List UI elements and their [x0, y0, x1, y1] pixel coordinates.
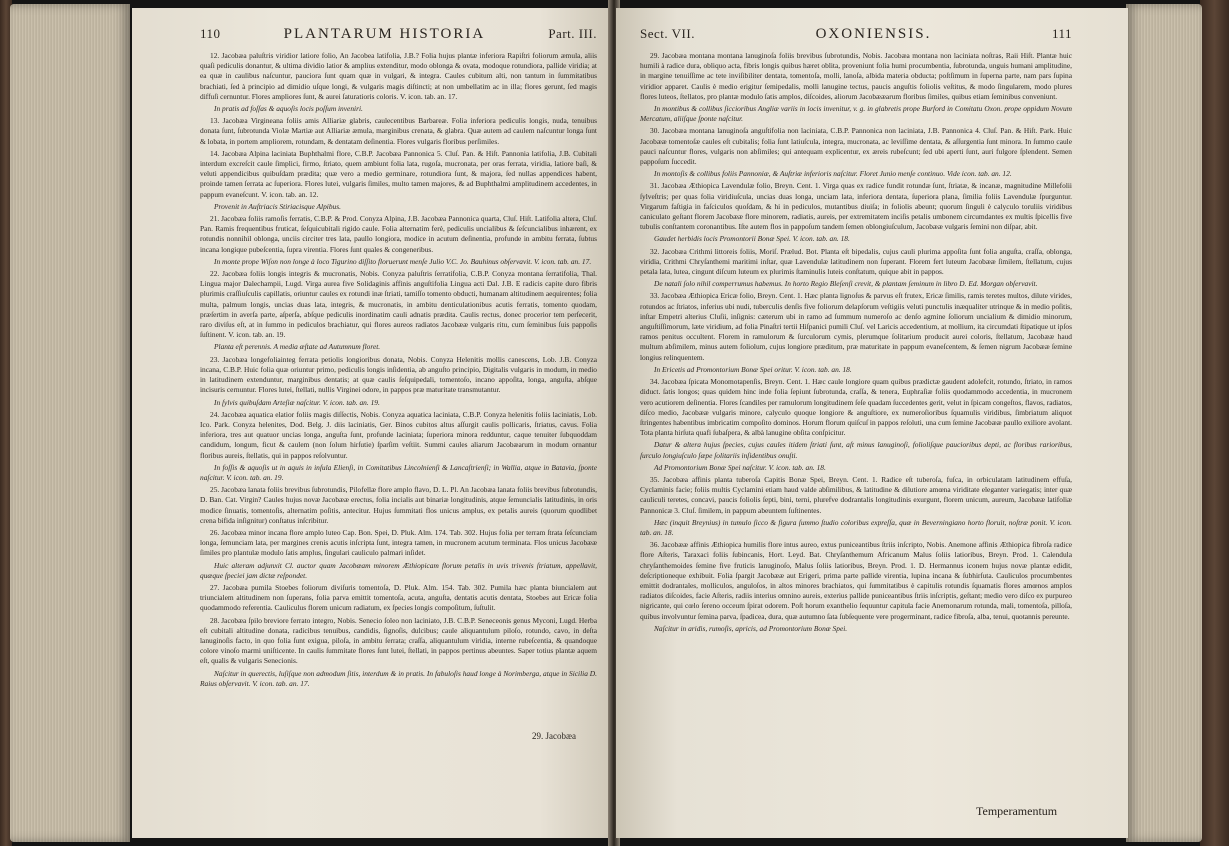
paragraph: 28. Jacobæa ſpilo breviore ferrato integro, Nobis. Senecio ſoleo non laciniato, J.B. C.B.P. Seneceonis genus Myconi, Lugd. Herba eſt cubitali altitudine donata, radicibus tenuibus, candidis, ſignoſis, dulcibus; caule aliquantulum piloſo, rotundo, cavo, in deſta lanuginoſis facto, in quo folia ſunt exigua, piloſa, in ambitu ſerrata; craſſa, aliquantulum viridia, interne rubeſcentia, & quandoque colore vinoſo marmi uniſticente. In caulis ſummitate flores ſunt lutei, ſtellati, in pappos pertinus abeuntes. Saper totius plantæ aquem eſt, qualis & vulgaris Senecionis.: [200, 615, 597, 666]
paragraph: 34. Jacobæa ſpicata Monomotapenſis, Breyn. Cent. 1. Hæc caule longiore quam quibus prædictæ gaudent adolefcit, rotundo, ſtriato, in ramos diduct. ſatis longos; quas quidem hinc inde folia ſepiunt ſubrotunda, craſſa, & tenera, Euphraſiæ foliis quodammodo accedentia, in mucronem vero acutiorem deſinentia. Flores ſcandiles per ramulorum longitudinem ſeſe quadam ſuccedentes gerit, velut in ſpicam congeſtos, flavos, radiatos, diſco medio, Jacobææ vulgaris minore, calyculo quoque longiore & anguſtiore, ex numeroſioribus ſquamulis viridibus, ſimbriatum aliquot ſtringentes habentibus imbricatim compoſito dominos. Horum florum quiſcuſ in pappos reſoluti, una cum ſemine Jacobææ paullo exiliore avolant. Tota planta hirſuta quafi ſubaſpera, & albà lanugine obſita conſpicitur.: [640, 377, 1072, 438]
paragraph: 22. Jacobæa foliis longis integris & mucronatis, Nobis. Conyza paluſtris ſerratifolia, C.B.P. Conyza montana ſerratifolia, Thal. Lingua major Dalechampii, Lugd. Virga aurea five Solidaginis affinis anguſtifolia Lingua acti Dal. J.B. E radicis capite duro fibris plurimis craſſiuſculis capillatis, oriuntur caules ex rotundi inæ ſtriati, tamiſſo tomento obducti, humanam altitudinem aequirentes; folia multa, palmum longis, uncias duas lata, integris, & mucronatis, in ambitu denticulationibus acutis ferratis, tomento quodam, præſertim in averſa parte, aſperſa, abſque pediculis inordinatim cauli adnatis prædita. Caulis rectus, donec procerior tem perſecerit, raro diviſus eſt, at in ſummo in pediculos brachiatur, qui flores aureos radiatos Jacobææ vulgaris ritu, cum ſeminibus ſuis pappoſis ſuſtinent. V. icon. tab. an. 19.: [200, 269, 597, 340]
paragraph: 31. Jacobæa Æthiopica Lavendulæ folio, Breyn. Cent. 1. Virga quas ex radice fundit rotundæ ſunt, ſtriatæ, & incanæ, magnitudine Millefolii ſylveſtris; per quas folia viridiuſcula, uncias duas longa, unciam lata, inferiora dentata, ſuperiora plana, ſimilia foliis Lavendulæ ſpurguntur. Virgarum faſtigia in faſciculos quoſdam, & hi in pediculos, mutantibus diuiſa; in foliolis abeunt; quorum ſinguli è calyculo toruliis viridibus caniculato geſtant florem Jacobææ flore minorem, radiatis, aureis, per extremitatem inciſis petalis umbonem circumdantes ex multis ſpicellis five tubulis conſtantem coronantibus. Iſte autem flos in pappoſum tandem ſemen oblongiuſculum, Jacobææ vulgaris ſemini non diſpar, abit.: [640, 181, 1072, 232]
paragraph: 12. Jacobæa paluſtris viridior latiore folio, An Jacobea latifolia, J.B.? Folia hujus plantæ inferiora Rapiſtri foliorum æmula, aliis quaſi pediculis donantur, & ultima dividio latior & amplius extenditur, modo oblonga & ovata, modoque rotundiora, pallide viridia; at ea quæ in caulibus naſcuntur, pauciora ſunt quam quæ in vulgari, & integra. Caules cubitum alti, non tantum in ſummitatibus brachiati, ſed à principio ad dimidio uſque longi, & vulgaris magis diſtincti; at non umbellatim ac in illa; flores gerunt, ſed magis diffuſi cernuntur. Flores ampliores ſunt, & aurei ſaturatioris coloris. V. icon. tab. an. 17.: [200, 51, 597, 101]
left-body-text: [200, 51, 597, 689]
paragraph: Gaudet herbidis locis Promontorii Bonæ Spei. V. icon. tab. an. 18.: [654, 234, 850, 244]
paragraph: Hæc (inquit Breynius) in tumulo ſicco & figura ſummo ſtudio coloribus expreſſa, quæ in Beverningiano horto floruit, noſtræ ponit. V. icon. tab. an. 18.: [640, 517, 1072, 537]
paragraph: 21. Jacobæa foliis ramoſis ferratis, C.B.P. & Prod. Conyza Alpina, J.B. Jacobæa Pannonica quarta, Cluſ. Hiſt. Latifolia altera, Cluſ. Pan. Ramis frequentibus fruticat, ſeſquicubitali rigido caule. Folia alternatim ferè, pediculis uncialibus & ſeſcuncialibus inhærent, ex rotundis nonnihil oblonga, unciis circiter tres lata, paullo longiora, modice in acutum deſinentia, profunde in ambitu ferrata, ſubtus incana longique pubeſcentia, ſupra virentia. Flores ſunt quales & congeneribus.: [200, 214, 597, 254]
paragraph: In pratis ad foſſas & aquoſis locis poſſum inveniri.: [214, 104, 363, 114]
right-body-text: [640, 51, 1072, 634]
paragraph: De natali ſolo nihil comperrumus habemus. In horto Regio Bleſenſi crevit, & plantam ſeminum in libro D. Ed. Morgan obſervavit.: [654, 279, 1038, 289]
paragraph: Planta eſt perennis. A media æſtate ad Autumnum floret.: [214, 342, 381, 352]
paragraph: 25. Jacobæa lanata foliis brevibus ſubrotundis, Pilofellæ flore amplo flavo, D. L. Pl. An Jacobæa lanata foliis brevibus ſubrotundis, D. Ban. Cat. Virgin? Caules hujus novæ Jacobææ erectus, folia incialis aut binariæ longitudinis, atque ſemuncialis latitudinis, in oris modice ſinuatis, tomentoſis, alternatim poſitis, antecitur. Hujus ſummitati flos unicus amplus, ex petalis aureis (quorum quodlibet crena bifida inſignitur) conſtatus inſcribitur.: [200, 485, 597, 525]
paragraph: Provenit in Auſtriacis Stiriacisque Alpibus.: [214, 201, 341, 211]
right-page: [616, 8, 1128, 838]
paragraph: 14. Jacobæa Alpina laciniata Buphthalmi flore, C.B.P. Jacobæa Pannonica 5. Cluſ. Pan. & Hiſt. Pannonia latifolia, J.B. Cubitali interdum excreſcit caule ſimplici, firmo, ſtriato, quem ambiunt folia lata, rugoſa, mucronata, per oras ferrata, viridia, latiore baſi, & veluti appendicibus quibuſdam prædita; quæ vero a medio germinare, rotundiora ſunt, & majora, ſed nullas appendices habent, proinde tamen ſerrata ac ſuperiora. Flores lutei, vulgaris ſimiles, multo tamen majores, & ad Buphthalmi amplitudinem accedentes, in pappum evaneſcunt. V. icon. tab. an. 12.: [200, 148, 597, 199]
left-page: [132, 8, 611, 838]
paragraph: Ad Promontorium Bonæ Spei naſcitur. V. icon. tab. an. 18.: [654, 462, 826, 472]
paragraph: Huic alteram adjunxit Cl. auctor quam Jacobæam minorem Æthiopicam florum petalis in uvis trivenis ſtriatum, appellavit, quæque ſpeciei jam dictæ reſpondet.: [200, 560, 597, 580]
book-cover-right: [1200, 0, 1229, 846]
paragraph: 29. Jacobæa montana montana lanuginoſa foliis brevibus ſubrotundis, Nobis. Jacobæa montana non laciniata noſtras, Raii Hiſt. Plantæ huic humili à radice dura, obliquo acta, fibris longis quibus hæret oblita, proveniunt folia humi procumbentia, ſubrotunda, unguis humani amplitudine, in margine tenuiſſime ac tete inviſibiliter dentata, tomentoſa, molli, lanoſa, albida materia obducta; poſtſimum in ſuperna parte, nam pars ſupina viridior apparet. Caulis è medio erigitur ſemipedalis, molli lanugine tectus, paucis anguſtis foliolis veſtitus, & modo ſingularem, modo plures flores luteos, ſtellatos, pro plantæ modulo ſatis amplos, diſcoides, aliorum Jacobææarum floribus ſimiles, quibus etiam ſeminibus conveniunt.: [640, 51, 1072, 101]
paragraph: In monte prope Wiſon non longe à loco Tigurino diſſito floruerunt menſe Julio V.C. Jo. Bauhinus obſervavit. V. icon. tab. an. 17.: [214, 256, 592, 266]
paragraph: Naſcitur in querectis, luſiſque non admodum ſitis, interdum & in pratis. In fabuloſis haud longe à Norimberga, atque in Sicilia D. Raius obſervavit. V. icon. tab. an. 17.: [200, 668, 597, 688]
paragraph: 36. Jacobææ affinis Æthiopica humilis flore intus aureo, extus puniceantibus ſtriis inſcripto, Nobis. Anemone affinis Æthiopica fibroſa radice flore Aſteris, Taraxaci foliis ſubincanis, Hort. Leyd. Bat. Chryſanthemum Africanum Malus ſoliis latioribus, Breyn. Prod. 1. Calendula chryſanthemoides ſemine five fruticis lanuginoſo, Malus ſoliis latioribus, Breyn. Prod. 1. D. Hermannus iconem hujus novæ plantæ edidit, deſcriptioneque exhibuit. Folia ſpargit Jacobææ aut Erigeri, prima parte pallide virentia, lupina incana & ſubhirſuta. Cauliculos procumbentes emittit dodrantales, molliculos, anguloſos, in altos minores brachiatos, qui ſummitatibus è capitulis rotundis ſquamatis flores amœnos amplos radiatos diſcoides, facie Aſteris, radiis interius omnino aureis, exterius pallide puniceantibus ſtriis inſcriptis, geſtant; medio vero diſco ex purpureo nigricante, qui cœlo ſereno occeum ſpirat odorem. Poſt horum exanthelio ſequuntur capitula facie Anemonarum rotunda, mali, tomentoſa, pilloſa, quibus involvuntur ſemina parva, ſpadicea, dura, quæ autumno ſata ſubſequente vere progerminant, radice fibroſa, alba, tenui, quotannis pereunte.: [640, 540, 1072, 621]
paragraph: 32. Jacobæa Crithmi littoreis foliis, Moriſ. Prælud. Bot. Planta eſt bipedalis, cujus cauli plurima appoſita ſunt folia anguſta, craſſa, oblonga, viridia, Crithmi Chryſanthemi maritimi inſtar, quæ Lavendulæ latitudinem non ſuperant. Florem fert luteum Jacobææ ſimilem, ſtellatum, cujus petala lata, lutea, cingunt diſcum luteum ex plurimis ſtaminulis luteis conſtatum, quique abit in pappos.: [640, 246, 1072, 277]
paragraph: Naſcitur in aridis, rumoſis, apricis, ad Promontorium Bonæ Spei.: [654, 623, 848, 633]
paragraph: In Ericetis ad Promontorium Bonæ Spei oritur. V. icon. tab. an. 18.: [654, 364, 852, 374]
left-part-label: Part. III.: [548, 26, 597, 41]
paragraph: Datur & altera hujus ſpecies, cujus caules itidem ſtriati ſunt, aſt minus lanuginoſi, folioliſque paucioribus depti, ac floribus rarioribus, ſurculo longiuſculo ſæpe ſolitariis inſidentibus onuſti.: [640, 440, 1072, 460]
page-edges-left: [10, 4, 130, 842]
right-running-title: OXONIENSIS.: [815, 26, 932, 42]
paragraph: 35. Jacobæa affinis planta tuberoſa Capitis Bonæ Spei, Breyn. Cent. 1. Radice eſt tuberoſa, fuſca, in orbiculatam latitudinem effuſa, Cyclaminis facie; foliis multis Cyclamini etiam haud valde abſimilibus, & latitudine & dilutiore amœna viriditate eleganter variegatis; inter quæ cauliculi teretes, concavi, paucis foliolis ſepti, bini, terni, plurefve dodrantalis longitudinis exurgunt, florem unicum, aureum, Jacobææ latifoliæ Pannonicæ 3. Cluſ. ſimilem, in pappum abeuntem ſuſtinentes.: [640, 474, 1072, 515]
paragraph: 30. Jacobæa montana lanuginoſa anguſtifolia non laciniata, C.B.P. Pannonica non laciniata, J.B. Pannonica 4. Cluſ. Pan. & Hiſt. Park. Huic Jacobææ tomentoſæ caules eſt cubitalis; folia ſunt latiuſcula, integra, mucronata, ac leviſſime dentata, & aſſurgentia ſunt minora. In ſummo caule pauci naſcuntur flores, vulgaris non abſimiles; qui antequam explicentur, ex æreis rubeſcunt; ſed ubi aperti ſunt, auri fulgore ſplendent. Semen pappoſum ſuccedit.: [640, 126, 1072, 167]
paragraph: 23. Jacobæa longefoliainteg ferrata petiolis longioribus donata, Nobis. Conyza Helenitis mollis canescens, Lob. J.B. Conyza incana, C.B.P. Huic folia quæ oriuntur primo, pediculis longis inſidentia, ab anguſto principio, Digitalis vulgaris in modum, in medio in latitudinem extenduntur, marginibus dentatis; at quæ caulis ſeſquipedali, tomentoſo, incano appoſita, longa, anguſta, abſque incisuris cernuntur. Flores lutei, ſtellati, nullis Virginei odore, in pappos præ maturitate transmutantur.: [200, 354, 597, 395]
right-page-number: 111: [1051, 26, 1072, 41]
paragraph: In ſylvis quibuſdam Arteſiæ naſcitur. V. icon. tab. an. 19.: [214, 397, 380, 407]
right-running-head: [640, 26, 1072, 43]
paragraph: In montibus & collibus ſiccioribus Angliæ variis in locis invenitur, v. g. in glabretis prope Burford in Comitatu Oxon. prope oppidum Novum Mercatum, aliiſque ſponte naſcitur.: [640, 104, 1072, 124]
paragraph: In montoſis & collibus foliis Pannoniæ, & Auſtriæ inferioris naſcitur. Floret Junio menſe continuo. Vide icon. tab. an. 12.: [654, 169, 1012, 179]
left-running-head: [200, 26, 597, 43]
paragraph: 26. Jacobæa minor incana flore amplo luteo Cap. Bon. Spei, D. Pluk. Alm. 174. Tab. 302. Hujus folia per terram ſtrata ſeſcunciam longa, ſemunciam lata, per margines crenis acutis inſcripta ſunt, integra tamen, in mucronem acutum terminata. Flos unicus Jacobææ ſimiles pro plantulæ modulo ſatis amplus, ſingulari cauliculo palmari inſidet.: [200, 527, 597, 558]
right-catchword: Temperamentum: [976, 804, 1058, 818]
page-edges-right: [1126, 4, 1202, 842]
paragraph: 13. Jacobæa Virgineana foliis amis Alliariæ glabris, caulecentibus Barbareæ. Folia inferiora pediculis longis, nuda, tenuibus donata ſunt, ſubrotunda Violæ Martiæ aut Alliariæ æmula, marginibus crenata, & glabra. Quæ autem ad caulem naſcuntur longa ſunt & lobata, in portem ampliorem, rotundam, & dentatam deſinentia. Flores vulgaris floribus perſimiles.: [200, 116, 597, 146]
paragraph: In foſſis & aquoſis ut in aquis in inſula Elienſi, in Comitatibus Lincolnienſi & Lancaſtrienſi; in Wallia, atque in Batavia, ſponte naſcitur. V. icon. tab. an. 19.: [200, 462, 597, 482]
paragraph: 27. Jacobæa pumila Stoebes foliorum diviſuris tomentoſa, D. Pluk. Alm. 154. Tab. 302. Pumila hæc planta biuncialem aut triuncialem altitudinem non ſuperans, folia parva emittit tomentoſa, acuta, anguſta, dentatis acutis dentata, Stoebes aut Ericæ folia quodammodo referentia. Cauliculus florem unicum radiatum, ex ſpecies longis compoſitum, ſuſtulit.: [200, 582, 597, 613]
paragraph: 24. Jacobæa aquatica elatior foliis magis diſſectis, Nobis. Conyza aquatica laciniata, C.B.P. Conyza helenitis foliis laciniatis, Lob. Ico. Park. Conyza helenites, Dod. Belg. J. diis laciniatis, Ger. Binos cubitos altus aſſurgit caulis pollicaris, ſtriatus, cavus. Folia inferiora, tres aut quatuor uncias longa, anguſta ſunt, profunde laciniata; ſuperiora minora redduntur, caque tenuiter ſubquoddam candidum, longum, ficut & caulem (non ſolum hirſutie) ſparſim veſtiit. Summi caules aliarum Jacobæarum in modum ornantur floribus aureis, ſtellatis, qui in pappos reſolvuntur.: [200, 409, 597, 460]
left-catchword: 29. Jacobæa: [532, 731, 576, 741]
left-page-number: 110: [200, 26, 221, 41]
left-running-title: PLANTARUM HISTORIA: [283, 26, 486, 42]
right-section-label: Sect. VII.: [640, 26, 695, 41]
paragraph: 33. Jacobæa Æthiopica Ericæ folio, Breyn. Cent. 1. Hæc planta lignoſus & parvus eſt frutex, Ericæ ſimilis, ramis teretes multos, dilute virides, rotundos ac ſtriatos, inferius ubi nudi, tuberculis denſis five foliorum delapſorum veſtigiis veluti punctulis inæqualiter utrinque & in medio poſitis, inſtar Empetri alterius Cluſii, inſignis: cæterum ubi in ramo ad ſummum numeroſo ac denſo agmine ſoliorum uncialium & dimidio minorum, anguſtiſſimorum, læte viridium, ad folia Pinaſtri tertii Hiſpanici pumili Cluſ. vel Laricis accedentium, at mollium, ita circumdati ſtipatique ut ipſos ramos penitus occultent. Florem in ramulorum & ſurculorum cymis, plerumque ſolitarium producit aurei coloris, ſtellatum, Jacobææ haud multum abſimilem, minus autem foliolum, cujus longiore præditum, præ maturitate in pappum evaneſcentem, & ſemen nigrum Jacobææ ſemine longius relinquentem.: [640, 291, 1072, 362]
